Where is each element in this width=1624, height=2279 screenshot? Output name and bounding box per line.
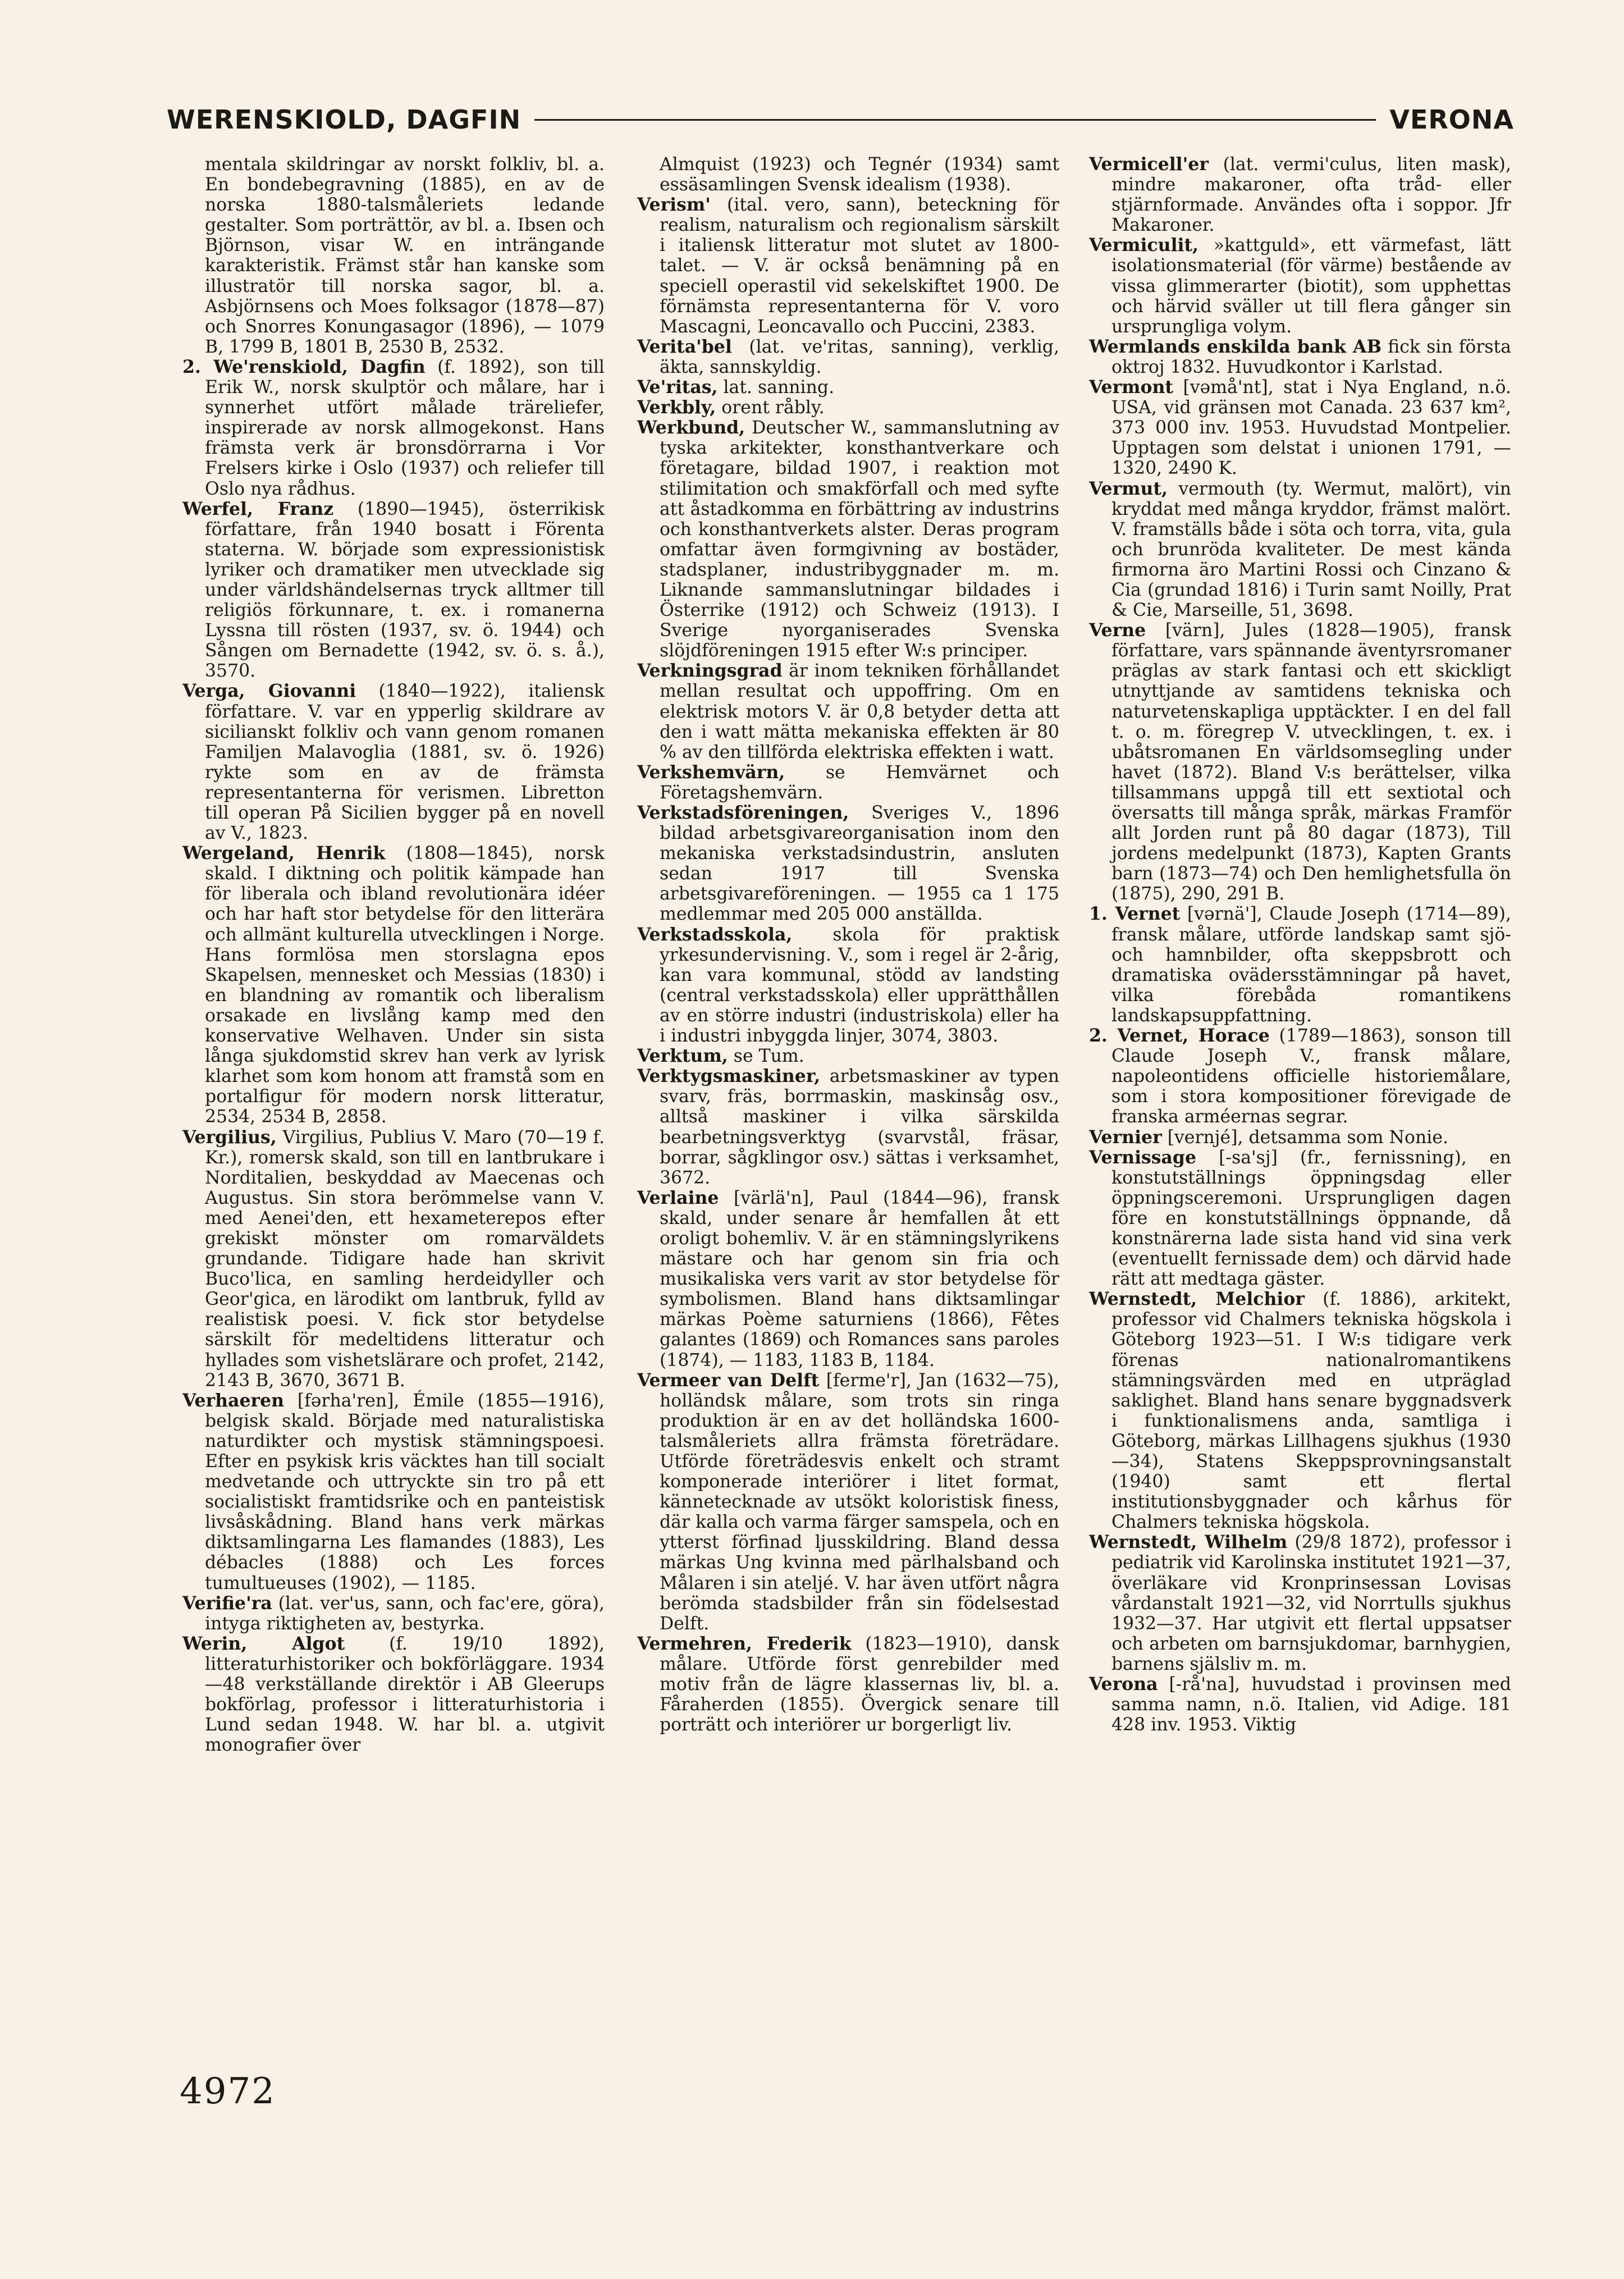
entry-text: orent råbly.	[716, 398, 825, 418]
dictionary-entry	[1089, 904, 1511, 1026]
dictionary-entry	[637, 377, 1059, 398]
entry-headword: Wernstedt, Wilhelm	[1089, 1532, 1288, 1553]
entry-text: (ital. vero, sann), beteckning för realism, naturalism och regionalism särskilt i italiensk litteratur mot slutet av 1800-talet. — V. är också benämning på en speciell operastil vid sekelskiftet 1900. De förnämsta representanterna för V. voro Mascagni, Leoncavallo och Puccini, 2383.	[660, 195, 1059, 337]
entry-text: se Hemvärnet och Företagshemvärn.	[660, 762, 1059, 803]
dictionary-entry	[637, 195, 1059, 337]
running-header	[167, 100, 1514, 139]
page-number: 4972	[180, 2071, 276, 2112]
text-column-3	[1089, 154, 1511, 1735]
entry-headword: Werin, Algot	[182, 1633, 345, 1654]
entry-text: (f. 1886), arkitekt, professor vid Chalmers tekniska högskola i Göteborg 1923—51. I W:s tidigare verk förenas nationalromantikens stämningsvärden med en utpräglad saklighet. Bland hans senare byggnadsverk i funktionalismens anda, samtliga i Göteborg, märkas Lillhagens sjukhus (1930—34), Statens Skeppsprovningsanstalt (1940) samt ett flertal institutionsbyggnader och kårhus för Chalmers tekniska högskola.	[1111, 1289, 1511, 1533]
entry-headword: Werkbund,	[637, 417, 745, 439]
entry-headword: 2. We'renskiold, Dagfin	[182, 356, 426, 377]
dictionary-entry	[637, 418, 1059, 661]
entry-headword: Vernissage	[1089, 1147, 1196, 1168]
entry-text: (1808—1845), norsk skald. I diktning och politik kämpade han för liberala och ibland revolutionära idéer och har haft stor betydelse för den litterära och allmänt kulturella utvecklingen i Norge. Hans formlösa men storslagna epos Skapelsen, mennesket och Messias (1830) i en blandning av romantik och liberalism orsakade en livslång kamp med den konservative Welhaven. Under sin sista långa sjukdomstid skrev han verk av lyrisk klarhet som kom honom att framstå som en portalfigur för modern norsk litteratur, 2534, 2534 B, 2858.	[205, 843, 605, 1127]
dictionary-entry	[182, 681, 605, 843]
dictionary-entry	[182, 1593, 605, 1634]
entry-headword: 1. Vernet	[1089, 903, 1181, 925]
dictionary-entry	[1089, 1026, 1511, 1127]
entry-text: lat. sanning.	[717, 377, 835, 398]
entry-headword: Verkstadsföreningen,	[637, 802, 849, 823]
dictionary-entry	[637, 1046, 1059, 1066]
entry-headword: Verism'	[637, 194, 711, 216]
entry-headword: Wernstedt, Melchior	[1089, 1289, 1305, 1310]
dictionary-entry	[1089, 154, 1511, 235]
dictionary-entry	[1089, 620, 1511, 904]
dictionary-entry	[182, 1127, 605, 1391]
dictionary-entry	[1089, 1127, 1511, 1148]
entry-headword: Wergeland, Henrik	[182, 843, 386, 864]
entry-text: Almquist (1923) och Tegnér (1934) samt essäsamlingen Svensk idealism (1938).	[660, 154, 1059, 195]
dictionary-entry	[637, 803, 1059, 925]
entry-headword: Verifie'ra	[182, 1592, 272, 1614]
dictionary-entry	[637, 925, 1059, 1047]
entry-text: (1789—1863), sonson till Claude Joseph V., fransk målare, napoleontidens officielle historiemålare, som i stora kompositioner förevigade de franska arméernas segrar.	[1111, 1026, 1511, 1127]
header-last-entry: VERONA	[1389, 104, 1514, 135]
entry-text: (f. 1892), son till Erik W., norsk skulptör och målare, har i synnerhet utfört målade träreliefer, inspirerade av norsk allmogekonst. Hans främsta verk är bronsdörrarna i Vor Frelsers kirke i Oslo (1937) och reliefer till Oslo nya rådhus.	[205, 357, 605, 499]
entry-text: (lat. ve'ritas, sanning), verklig, äkta, sannskyldig.	[660, 336, 1059, 377]
entry-text: (1890—1945), österrikisk författare, från 1940 bosatt i Förenta staterna. W. började som expressionistisk lyriker och dramatiker men utvecklade sig under världshändelsernas tryck alltmer till religiös förkunnare, t. ex. i romanerna Lyssna till rösten (1937, sv. ö. 1944) och Sången om Bernadette (1942, sv. ö. s. å.), 3570.	[205, 499, 605, 682]
entry-text: se Tum.	[728, 1046, 804, 1067]
entry-text: »kattguld», ett värmefast, lätt isolationsmaterial (för värme) bestående av vissa glimmerarter (biotit), som upphettas och härvid sväller ut till flera gånger sin ursprungliga volym.	[1111, 235, 1511, 337]
entry-headword: Vermehren, Frederik	[637, 1633, 852, 1654]
dictionary-entry	[637, 1634, 1059, 1735]
entry-text: (1823—1910), dansk målare. Utförde först genrebilder med motiv från de lägre klassernas liv, bl. a. Fåraherden (1855). Övergick senare till porträtt och interiörer ur borgerligt liv.	[660, 1633, 1059, 1735]
header-rule	[534, 119, 1376, 121]
entry-headword: Verita'bel	[637, 336, 732, 357]
entry-text: [fərha'ren], Émile (1855—1916), belgisk skald. Började med naturalistiska naturdikter och mystisk stämningspoesi. Efter en psykisk kris väcktes han till socialt medvetande och uttryckte sin tro på ett socialistiskt framtidsrike och en panteistisk livsåskådning. Bland hans verk märkas diktsamlingarna Les flamandes (1883), Les débacles (1888) och Les forces tumultueuses (1902), — 1185.	[205, 1390, 605, 1593]
entry-text: Deutscher W., sammanslutning av tyska arkitekter, konsthantverkare och företagare, bildad 1907, i reaktion mot stilimitation och smakförfall och med syfte att åstadkomma en förbättring av industrins och konsthantverkets alster. Deras program omfattar även formgivning av bostäder, stadsplaner, industribyggnader m. m. Liknande sammanslutningar bildades i Österrike (1912) och Schweiz (1913). I Sverige nyorganiserades Svenska slöjdföreningen 1915 efter W:s principer.	[660, 418, 1059, 661]
dictionary-entry	[637, 661, 1059, 762]
entry-headword: Wermlands enskilda bank AB	[1089, 336, 1382, 357]
entry-text: [värlä'n], Paul (1844—96), fransk skald, under senare år hemfallen åt ett oroligt bohemliv. V. är en stämningslyrikens mästare och har genom sin fria och musikaliska vers varit av stor betydelse för symbolismen. Bland hans diktsamlingar märkas Poème saturniens (1866), Fêtes galantes (1869) och Romances sans paroles (1874), — 1183, 1183 B, 1184.	[660, 1188, 1059, 1371]
text-column-2	[637, 154, 1059, 1735]
entry-text: [vərnä'], Claude Joseph (1714—89), fransk målare, utförde landskap samt sjö- och hamnbilder, ofta skeppsbrott och dramatiska ovädersstämningar på havet, vilka förebåda romantikens landskapsuppfattning.	[1111, 904, 1511, 1026]
dictionary-entry	[1089, 1532, 1511, 1674]
entry-text: (f. 19/10 1892), litteraturhistoriker och bokförläggare. 1934—48 verkställande direktör i AB Gleerups bokförlag, professor i litteraturhistoria i Lund sedan 1948. W. har bl. a. utgivit monografier över	[205, 1633, 605, 1756]
dictionary-entry	[182, 357, 605, 499]
entry-text: mentala skildringar av norskt folkliv, bl. a. En bondebegravning (1885), en av de norska 1880-talsmåleriets ledande gestalter. Som porträttör, av bl. a. Ibsen och Björnson, visar W. en inträngande karakteristik. Främst står han kanske som illustratör till norska sagor, bl. a. Asbjörnsens och Moes folksagor (1878—87) och Snorres Konungasagor (1896), — 1079 B, 1799 B, 1801 B, 2530 B, 2532.	[205, 154, 605, 357]
dictionary-entry	[182, 843, 605, 1127]
entry-text: vermouth (ty. Wermut, malört), vin kryddat med många kryddor, främst malört. V. framställs både i söta och torra, vita, gula och brunröda kvaliteter. De mest kända firmorna äro Martini Rossi och Cinzano & Cia (grundad 1816) i Turin samt Noilly, Prat & Cie, Marseille, 51, 3698.	[1111, 478, 1511, 621]
dictionary-entry	[637, 337, 1059, 377]
entry-text: [ferme'r], Jan (1632—75), holländsk målare, som trots sin ringa produktion är en av det holländska 1600-talsmåleriets allra främsta företrädare. Utförde företrädesvis enkelt och stramt komponerade interiörer i litet format, kännetecknade av utsökt koloristisk finess, där kalla och varma färger samspela, och en ytterst förfinad ljusskildring. Bland dessa märkas Ung kvinna med pärlhalsband och Målaren i sin ateljé. V. har även utfört några berömda stadsbilder från sin födelsestad Delft.	[660, 1370, 1059, 1634]
entry-text: [vəmå'nt], stat i Nya England, n.ö. USA, vid gränsen mot Canada. 23 637 km², 373 000 inv. 1953. Huvudstad Montpelier. Upptagen som delstat i unionen 1791, — 1320, 2490 K.	[1111, 377, 1511, 479]
entry-headword: Vermicell'er	[1089, 154, 1209, 175]
entry-headword: Vergilius,	[182, 1126, 277, 1148]
entry-text: [vernjé], detsamma som Nonie.	[1161, 1127, 1449, 1148]
entry-text: (1840—1922), italiensk författare. V. var en ypperlig skildrare av sicilianskt folkliv och vann genom romanen Familjen Malavoglia (1881, sv. ö. 1926) rykte som en av de främsta representanterna för verismen. Libretton till operan På Sicilien bygger på en novell av V., 1823.	[205, 681, 605, 844]
entry-headword: Verne	[1089, 620, 1146, 641]
dictionary-entry	[182, 1634, 605, 1756]
entry-headword: Vermeer van Delft	[637, 1369, 820, 1391]
dictionary-entry	[1089, 1289, 1511, 1532]
entry-text: fick sin första oktroj 1832. Huvudkontor i Karlstad.	[1111, 336, 1511, 377]
dictionary-entry	[637, 1371, 1059, 1634]
dictionary-entry	[637, 1066, 1059, 1188]
dictionary-entry	[1089, 479, 1511, 621]
entry-text: [-rå'na], huvudstad i provinsen med samma namn, n.ö. Italien, vid Adige. 181 428 inv. 1953. Viktig	[1111, 1674, 1511, 1735]
dictionary-entry	[637, 1188, 1059, 1371]
entry-headword: Verga, Giovanni	[182, 680, 356, 702]
entry-headword: Verkshemvärn,	[637, 761, 785, 783]
entry-headword: Werfel, Franz	[182, 498, 334, 519]
entry-headword: Verhaeren	[182, 1390, 285, 1411]
dictionary-entry	[637, 762, 1059, 803]
entry-headword: Vermont	[1089, 377, 1173, 398]
entry-headword: Verlaine	[637, 1187, 719, 1208]
dictionary-entry	[182, 499, 605, 682]
entry-text: Virgilius, Publius V. Maro (70—19 f. Kr.), romersk skald, son till en lantbrukare i Norditalien, beskyddad av Maecenas och Augustus. Sin stora berömmelse vann V. med Aenei'den, ett hexameterepos efter grekiskt mönster om romarväldets grundande. Tidigare hade han skrivit Buco'lica, en samling herdeidyller och Geor'gica, en lärodikt om lantbruk, fylld av realistisk poesi. V. fick stor betydelse särskilt för medeltidens litteratur och hyllades som vishetslärare och profet, 2142, 2143 B, 3670, 3671 B.	[205, 1127, 605, 1391]
entry-headword: Verkbly,	[637, 397, 716, 418]
entry-text: (lat. ver'us, sann, och fac'ere, göra), intyga riktigheten av, bestyrka.	[205, 1593, 605, 1634]
entry-text: arbetsmaskiner av typen svarv, fräs, borrmaskin, maskinsåg osv., alltså maskiner i vilka särskilda bearbetningsverktyg (svarvstål, fräsar, borrar, sågklingor osv.) sättas i verksamhet, 3672.	[660, 1066, 1059, 1188]
header-first-entry: WERENSKIOLD, DAGFIN	[167, 104, 521, 135]
entry-headword: Vermut,	[1089, 478, 1168, 499]
dictionary-entry	[182, 154, 605, 357]
dictionary-entry	[1089, 1148, 1511, 1290]
text-column-1	[182, 154, 605, 1755]
entry-headword: Verona	[1089, 1674, 1158, 1695]
entry-text: [-sa'sj] (fr., fernissning), en konstutställnings öppningsdag eller öppningsceremoni. Ursprungligen dagen före en konstutställnings öppnande, då konstnärerna lade sista hand vid sina verk (eventuellt fernissade dem) och därvid hade rätt att medtaga gäster.	[1111, 1147, 1511, 1290]
entry-text: Sveriges V., 1896 bildad arbetsgivareorganisation inom den mekaniska verkstadsindustrin, ansluten sedan 1917 till Svenska arbetsgivareföreningen. — 1955 ca 1 175 medlemmar med 205 000 anställda.	[660, 803, 1059, 925]
dictionary-entry	[1089, 235, 1511, 336]
entry-headword: Verkningsgrad	[637, 660, 783, 682]
entry-headword: Verkstadsskola,	[637, 924, 793, 945]
entry-text: skola för praktisk yrkesundervisning. V., som i regel är 2-årig, kan vara kommunal, stödd av landsting (central verkstadsskola) eller upprätthållen av en större industri (industriskola) eller ha i industri inbyggda linjer, 3074, 3803.	[660, 924, 1059, 1047]
entry-headword: Verktum,	[637, 1045, 728, 1067]
dictionary-entry	[637, 154, 1059, 195]
dictionary-entry	[1089, 337, 1511, 377]
entry-text: (29/8 1872), professor i pediatrik vid Karolinska institutet 1921—37, överläkare vid Kronprinsessan Lovisas vårdanstalt 1921—32, vid Norrtulls sjukhus 1932—37. Har utgivit ett flertal uppsatser och arbeten om barnsjukdomar, barnhygien, barnens själsliv m. m.	[1111, 1532, 1511, 1674]
dictionary-entry	[1089, 377, 1511, 478]
entry-headword: 2. Vernet, Horace	[1089, 1025, 1270, 1047]
dictionary-entry	[1089, 1674, 1511, 1735]
entry-headword: Verktygsmaskiner,	[637, 1066, 821, 1087]
entry-text: (lat. vermi'culus, liten mask), mindre makaroner, ofta tråd- eller stjärnformade. Användes ofta i soppor. Jfr Makaroner.	[1111, 154, 1511, 236]
dictionary-entry	[182, 1391, 605, 1593]
entry-headword: Vernier	[1089, 1126, 1162, 1148]
entry-text: är inom tekniken förhållandet mellan resultat och uppoffring. Om en elektrisk motors V. är 0,8 betyder detta att den i watt mätta mekaniska effekten är 80 % av den tillförda elektriska effekten i watt.	[660, 661, 1059, 762]
dictionary-entry	[637, 398, 1059, 418]
entry-headword: Ve'ritas,	[637, 377, 718, 398]
entry-text: [värn], Jules (1828—1905), fransk författare, vars spännande äventyrsromaner präglas av stark fantasi och ett skickligt utnyttjande av samtidens tekniska och naturvetenskapliga upptäckter. I en del fall t. o. m. föregrep V. utvecklingen, t. ex. i ubåtsromanen En världsomsegling under havet (1872). Bland V:s berättelser, vilka tillsammans uppgå till ett sextiotal och översatts till många språk, märkas Framför allt Jorden runt på 80 dagar (1873), Till jordens medelpunkt (1873), Kapten Grants barn (1873—74) och Den hemlighetsfulla ön (1875), 290, 291 B.	[1111, 620, 1511, 905]
entry-headword: Vermiculit,	[1089, 235, 1199, 256]
